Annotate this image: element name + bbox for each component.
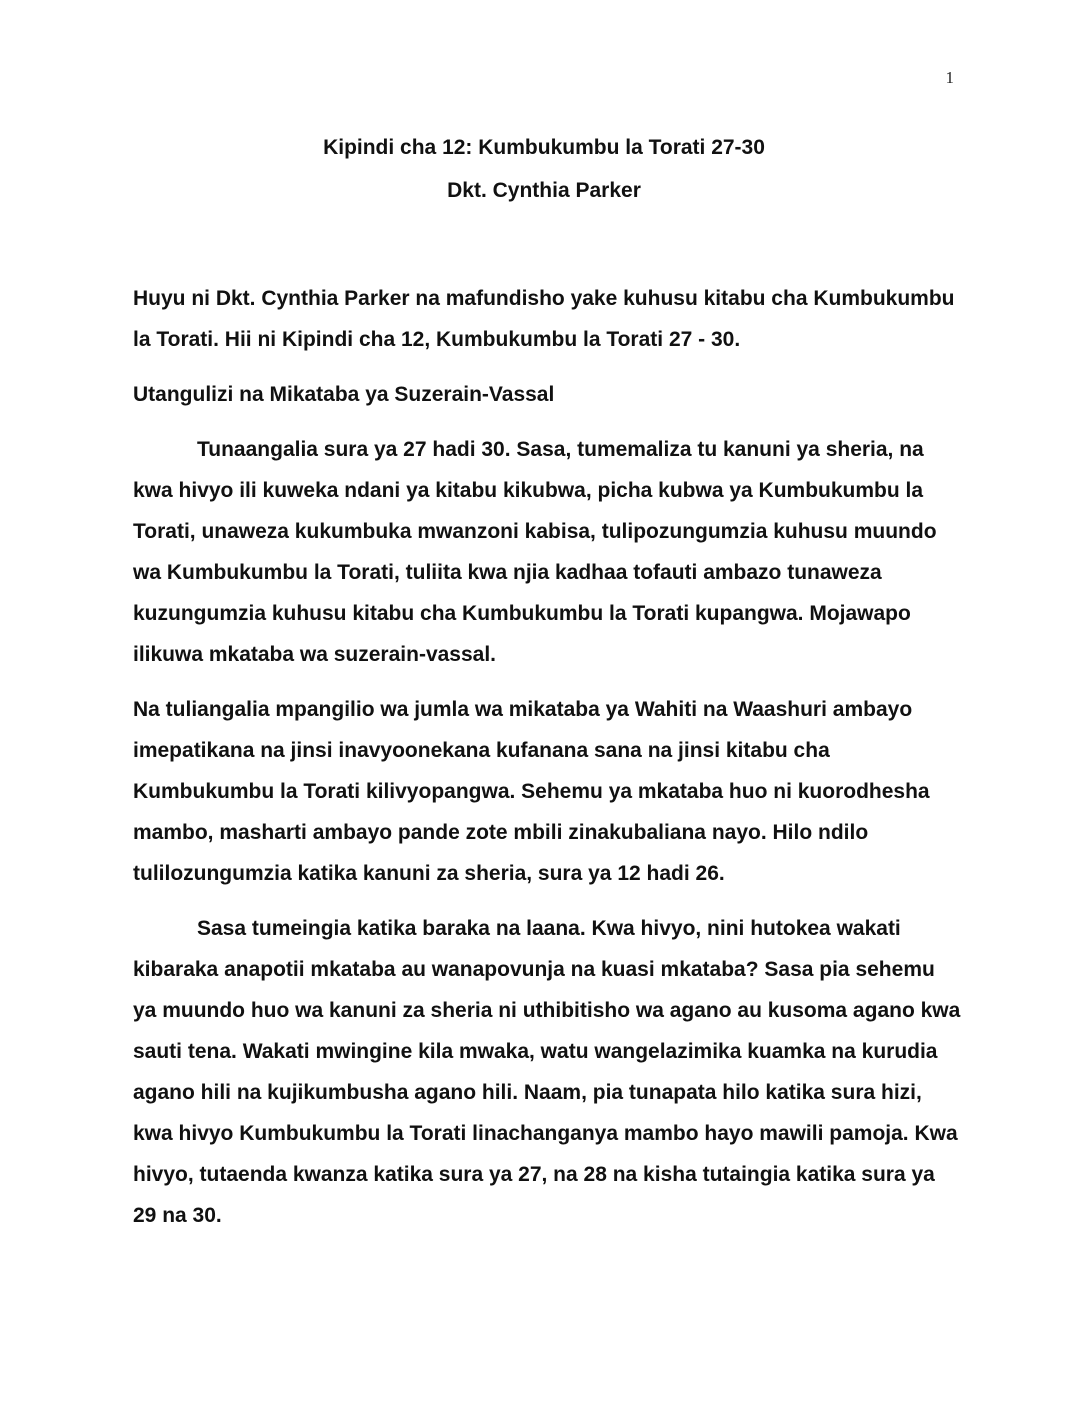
- section-heading: Utangulizi na Mikataba ya Suzerain-Vassal: [133, 383, 555, 406]
- body-paragraph-1: Tunaangalia sura ya 27 hadi 30. Sasa, tumemaliza tu kanuni ya sheria, na kwa hivyo ili kuweka ndani ya kitabu kikubwa, picha kubwa ya Kumbukumbu la Torati, unaweza kukumbuka mwanzoni kabisa, tulipozungumzia kuhusu muundo wa Kumbukumbu la Torati, tuliita kwa njia kadhaa tofauti ambazo tunaweza kuzungumzia kuhusu kitabu cha Kumbukumbu la Torati kupangwa. Mojawapo ilikuwa mkataba wa suzerain-vassal.: [133, 438, 937, 666]
- body-paragraph-2: Na tuliangalia mpangilio wa jumla wa mikataba ya Wahiti na Waashuri ambayo imepatikana na jinsi inavyoonekana kufanana sana na jinsi kitabu cha Kumbukumbu la Torati kilivyopangwa. Sehemu ya mkataba huo ni kuorodhesha mambo, masharti ambayo pande zote mbili zinakubaliana nayo. Hilo ndilo tulilozungumzia katika kanuni za sheria, sura ya 12 hadi 26.: [133, 698, 930, 885]
- document-author: Dkt. Cynthia Parker: [447, 179, 641, 202]
- document-body: [133, 278, 961, 1250]
- intro-paragraph: Huyu ni Dkt. Cynthia Parker na mafundisho yake kuhusu kitabu cha Kumbukumbu la Torati. Hii ni Kipindi cha 12, Kumbukumbu la Torati 27 - 30.: [133, 287, 955, 351]
- page-number: 1: [945, 68, 954, 87]
- document-title: Kipindi cha 12: Kumbukumbu la Torati 27-30: [323, 136, 765, 159]
- body-paragraph-3: Sasa tumeingia katika baraka na laana. Kwa hivyo, nini hutokea wakati kibaraka anapotii mkataba au wanapovunja na kuasi mkataba? Sasa pia sehemu ya muundo huo wa kanuni za sheria ni uthibitisho wa agano au kusoma agano kwa sauti tena. Wakati mwingine kila mwaka, watu wangelazimika kuamka na kurudia agano hili na kujikumbusha agano hili. Naam, pia tunapata hilo katika sura hizi, kwa hivyo Kumbukumbu la Torati linachanganya mambo hayo mawili pamoja. Kwa hivyo, tutaenda kwanza katika sura ya 27, na 28 na kisha tutaingia katika sura ya 29 na 30.: [133, 917, 961, 1227]
- document-header: [0, 126, 1088, 212]
